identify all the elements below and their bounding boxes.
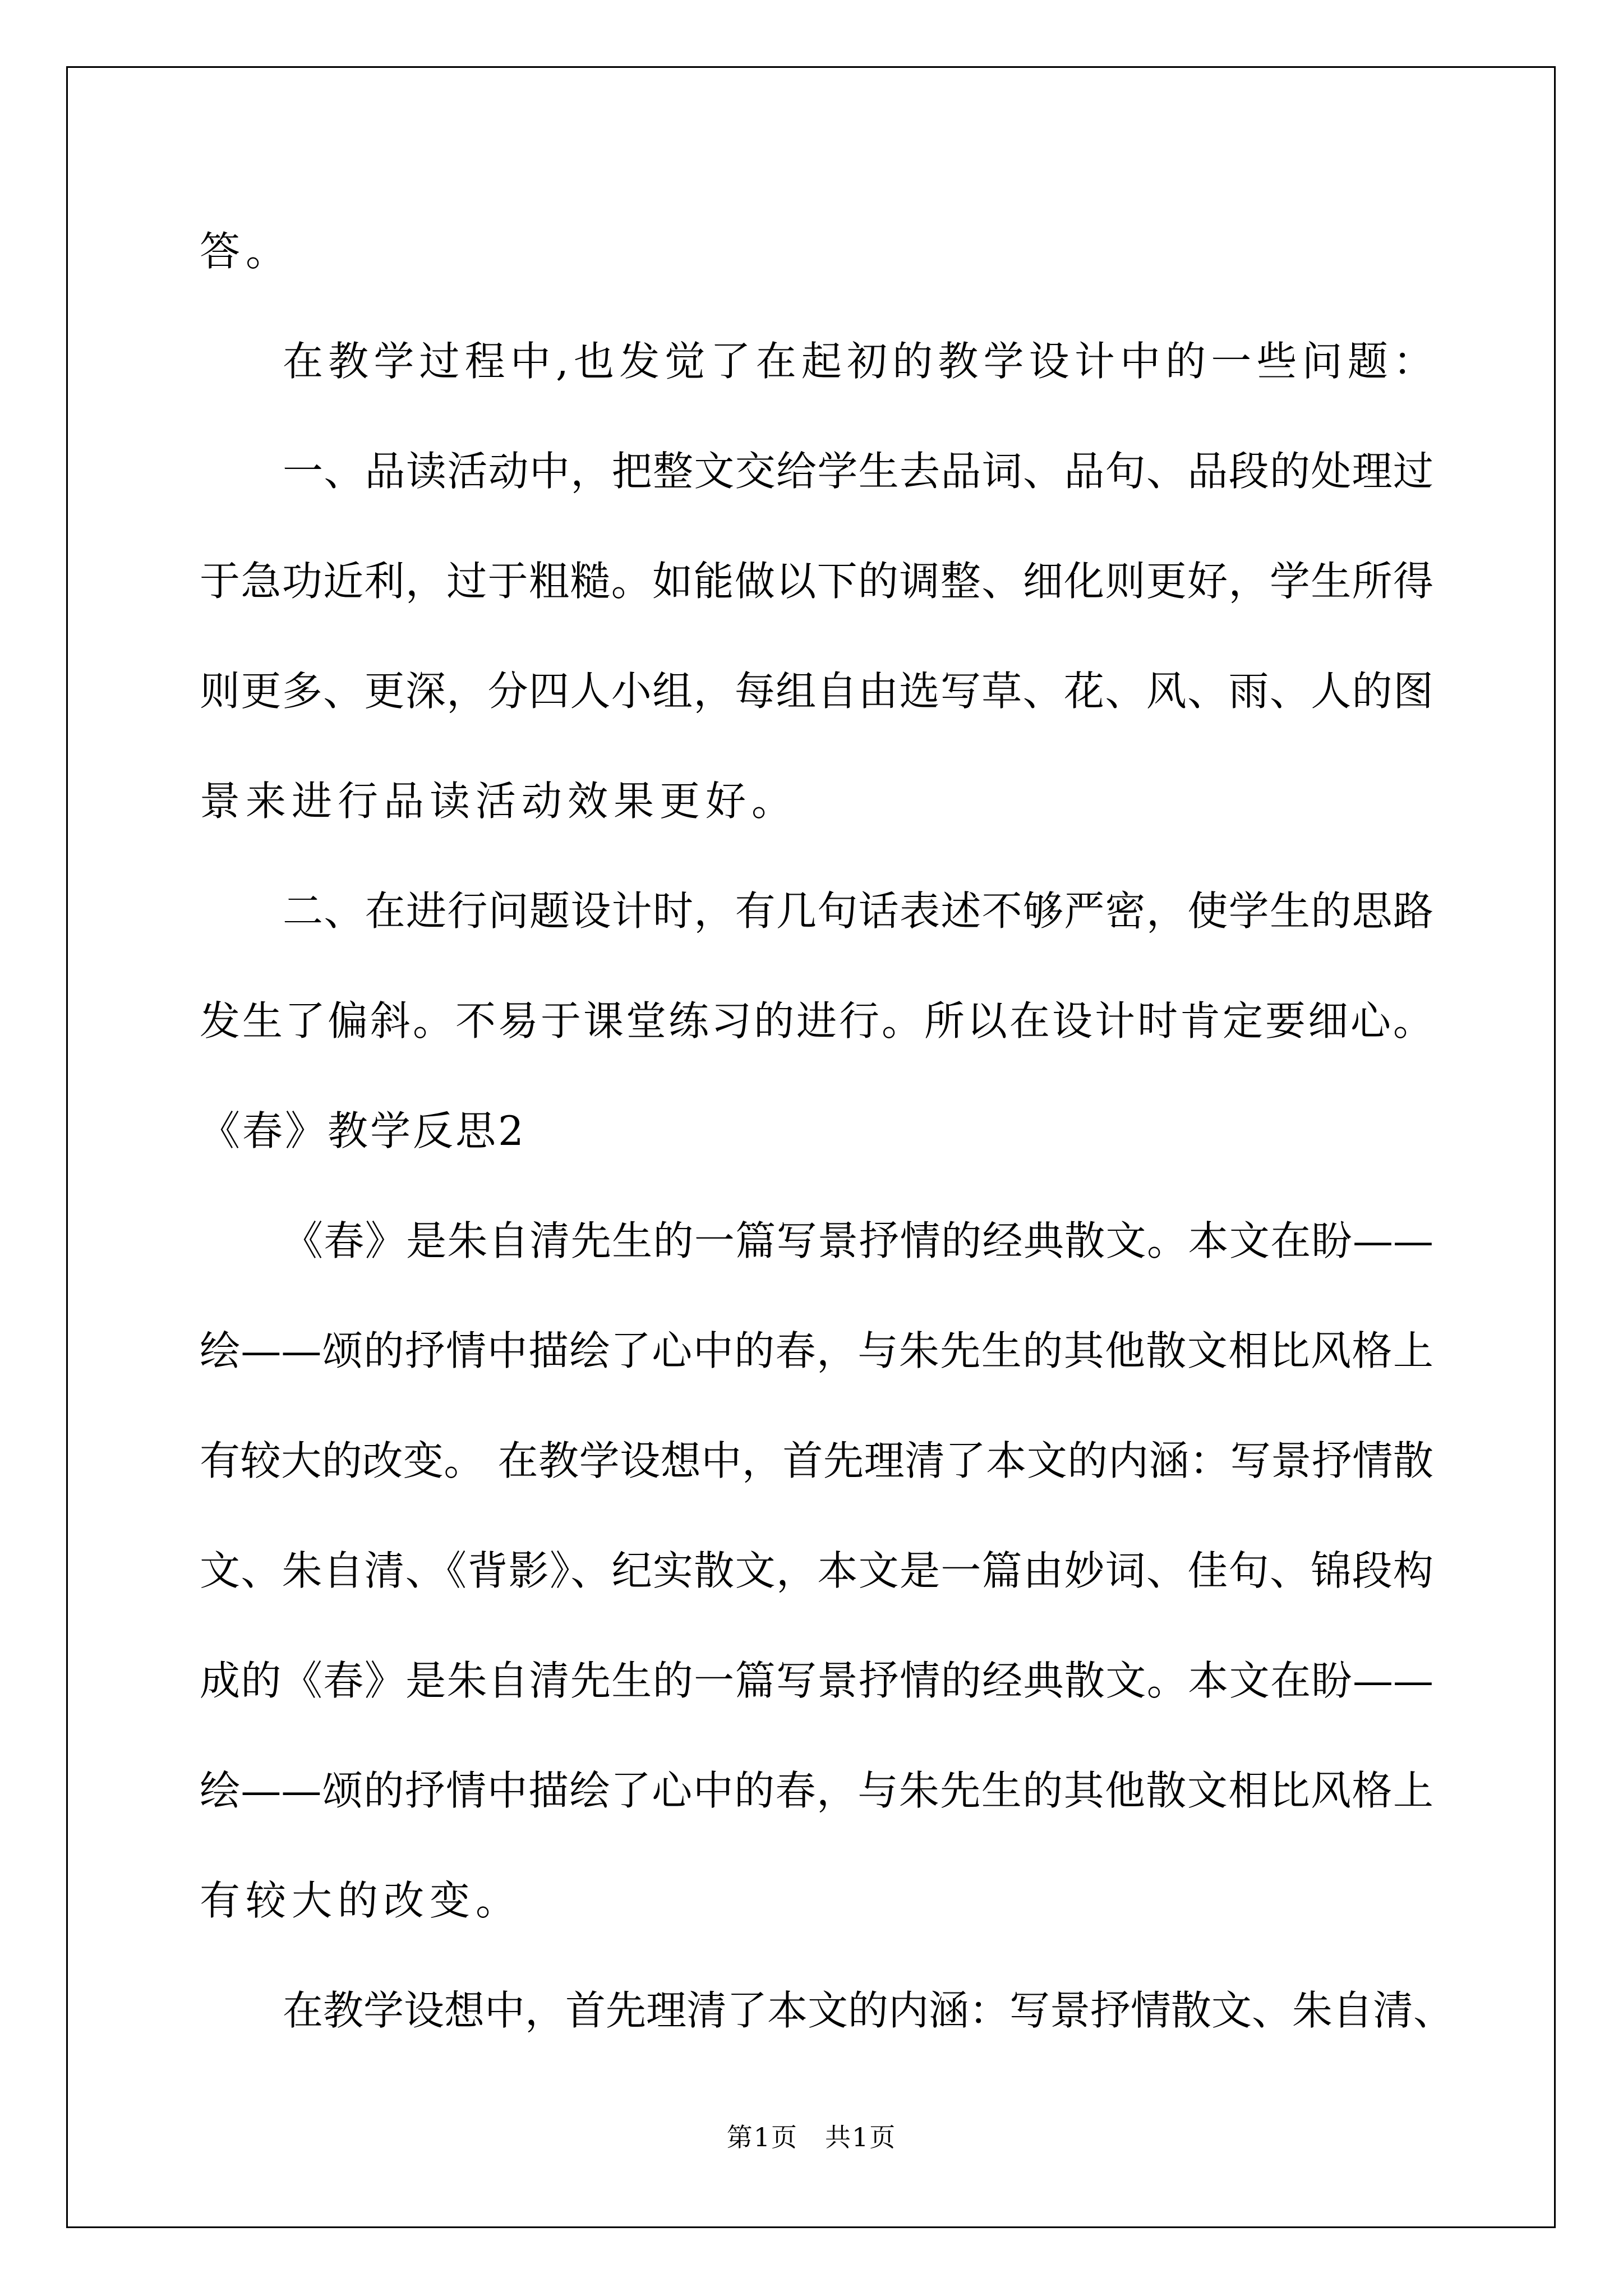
text-line-2: 在教学过程中,也发觉了在起初的教学设计中的一些问题： (283, 338, 1433, 385)
text-line-11: 绘——颂的抒情中描绘了心中的春，与朱先生的其他散文相比风格上 (200, 1327, 1433, 1374)
text-line-10: 《春》是朱自清先生的一篇写景抒情的经典散文。本文在盼—— (283, 1217, 1433, 1264)
text-line-12: 有较大的改变。 在教学设想中，首先理清了本文的内涵：写景抒情散 (200, 1437, 1433, 1484)
text-line-4: 于急功近利，过于粗糙。如能做以下的调整、细化则更好，学生所得 (200, 558, 1433, 605)
text-line-13: 文、朱自清、《背影》、纪实散文，本文是一篇由妙词、佳句、锦段构 (200, 1547, 1433, 1594)
text-line-5: 则更多、更深，分四人小组，每组自由选写草、花、风、雨、人的图 (200, 668, 1433, 715)
page-footer: 第1页 共1页 (726, 2122, 897, 2152)
text-line-6: 景来进行品读活动效果更好。 (200, 777, 798, 825)
text-line-3: 一、品读活动中，把整文交给学生去品词、品句、品段的处理过 (283, 448, 1433, 495)
text-line-15: 绘——颂的抒情中描绘了心中的春，与朱先生的其他散文相比风格上 (200, 1767, 1433, 1814)
text-line-8: 发生了偏斜。不易于课堂练习的进行。所以在设计时肯定要细心。 (200, 997, 1433, 1045)
text-line-16: 有较大的改变。 (200, 1877, 522, 1924)
text-line-14: 成的《春》是朱自清先生的一篇写景抒情的经典散文。本文在盼—— (200, 1657, 1433, 1704)
section-heading: 《春》教学反思2 (200, 1107, 526, 1154)
text-line-1: 答。 (200, 228, 292, 275)
text-line-7: 二、在进行问题设计时，有几句话表述不够严密，使学生的思路 (283, 887, 1433, 935)
text-line-17: 在教学设想中，首先理清了本文的内涵：写景抒情散文、朱自清、 (283, 1987, 1454, 2034)
